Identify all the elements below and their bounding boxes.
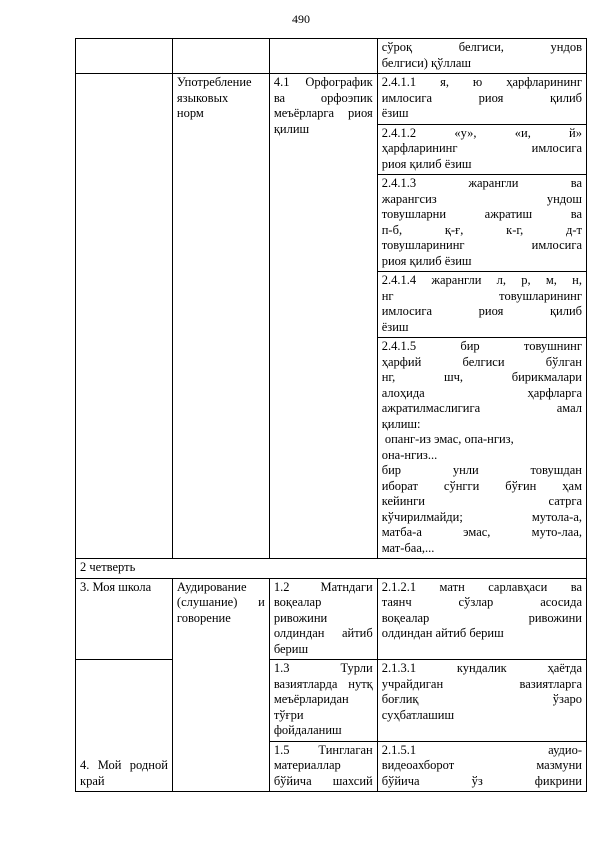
goal-cell: 1.2 Матндаги воқеалар ривожини олдиндан айтиб бериш: [269, 578, 377, 660]
goal-cell: 1.3 Турли вазиятларда нутқ меъёрларидан тўғри фойдаланиш: [269, 660, 377, 742]
table-cell: [269, 39, 377, 74]
table-row: [76, 74, 587, 125]
goal-cell: 1.5 Тинглаган материаллар бўйича шахсий: [269, 741, 377, 792]
table-cell: [172, 39, 269, 74]
objective-cell: 2.4.1.3 жарангли ва жарангсиз ундош товушларни ажратиш ва п-б, қ-ғ, к-г, д-т товушларининг имлосига риоя қилиб ёзиш: [377, 175, 586, 272]
section-cell: Употребление языковых норм: [172, 74, 269, 559]
objective-cell: 2.4.1.5 бир товушнинг ҳарфий белгиси бўлган нг, шч, бирикмалари алоҳида ҳарфларга ажратилмаслигига амал қилиш: опанг-из эмас, опа-нгиз, она-нгиз... бир унли товушдан иборат сўнгги бўғин ҳам кейинги сатрга кўчирилмайди; мутола-а, матба-а эмас, муто-лаа, мат-баа,...: [377, 338, 586, 559]
topic-cell: 4. Мой родной край: [76, 660, 173, 792]
quarter-heading: 2 четверть: [76, 559, 587, 579]
table-cell: [76, 39, 173, 74]
table-row: [76, 39, 587, 74]
section-cell: Аудирование (слушание) и говорение: [172, 578, 269, 792]
table-row: [76, 660, 587, 742]
objective-cell: 2.4.1.1 я, ю ҳарфларининг имлосига риоя қилиб ёзиш: [377, 74, 586, 125]
page-number: 490: [292, 12, 310, 26]
topic-cell: 3. Моя школа: [76, 578, 173, 660]
objective-cell: 2.1.2.1 матн сарлавҳаси ва таянч сўзлар асосида воқеалар ривожини олдиндан айтиб бериш: [377, 578, 586, 660]
objective-cell: 2.1.3.1 кундалик ҳаётда учрайдиган вазиятларга боғлиқ ўзаро суҳбатлашиш: [377, 660, 586, 742]
table-row: [76, 578, 587, 660]
table-cell: [76, 74, 173, 559]
objective-cell: сўроқ белгиси, ундов белгиси) қўллаш: [377, 39, 586, 74]
objective-cell: 2.4.1.2 «у», «и, й» ҳарфларининг имлосига риоя қилиб ёзиш: [377, 124, 586, 175]
goal-cell: 4.1 Орфографик ва орфоэпик меъёрларга риоя қилиш: [269, 74, 377, 559]
curriculum-table: [75, 38, 587, 792]
objective-cell: 2.4.1.4 жарангли л, р, м, н, нг товушларининг имлосига риоя қилиб ёзиш: [377, 272, 586, 338]
objective-cell: 2.1.5.1 аудио- видеоахборот мазмуни бўйича ўз фикрини: [377, 741, 586, 792]
table-row: [76, 559, 587, 579]
